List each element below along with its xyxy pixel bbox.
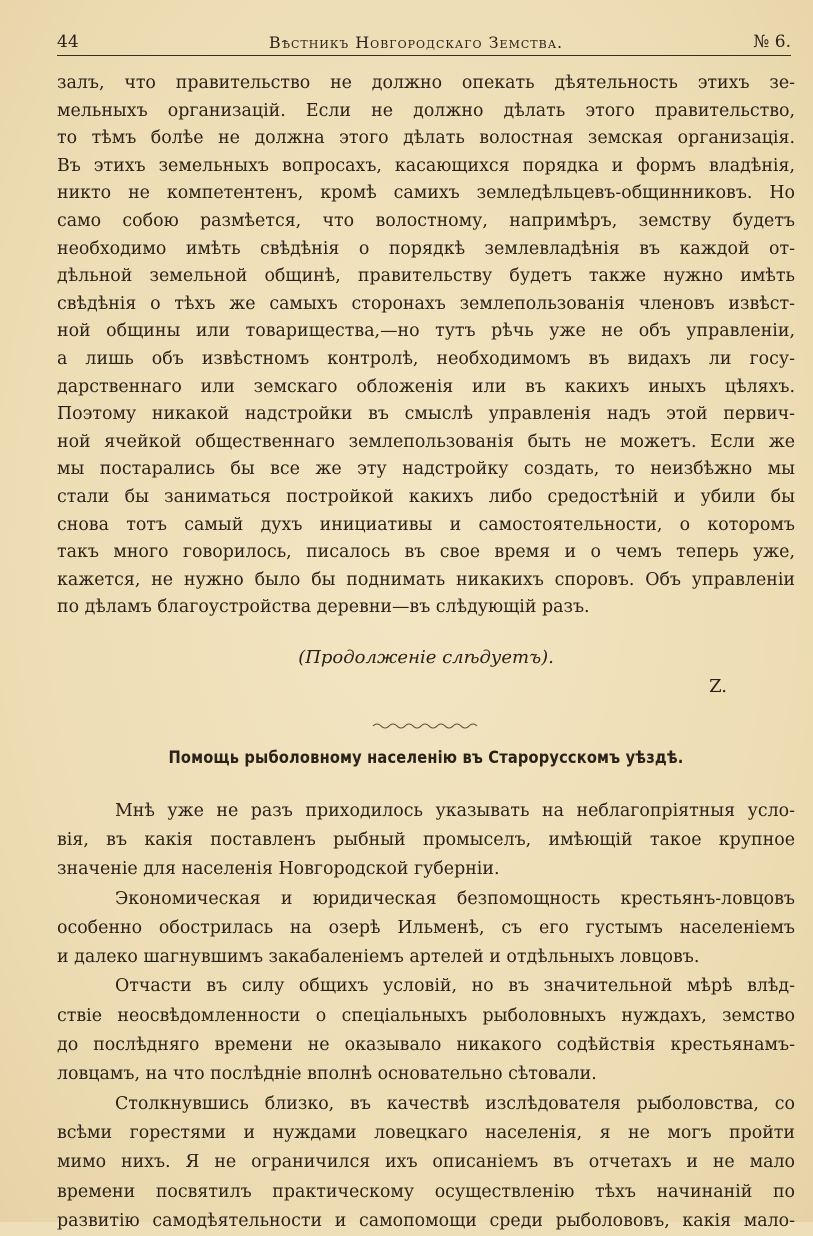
text-line: времени посвятилъ практическому осуществленію тѣхъ начинаній по (57, 1181, 795, 1202)
text-line: до послѣдняго времени не оказывало никакого содѣйствія крестьянамъ- (57, 1035, 795, 1056)
text-line: особенно обострилась на озерѣ Ильменѣ, съ его густымъ населеніемъ (57, 917, 795, 938)
separator-ornament (57, 713, 795, 723)
page-header (57, 24, 791, 56)
author-signature: Z. (709, 676, 727, 698)
text-line: такъ много говорилось, писалось въ свое время и о чемъ теперь уже, (57, 542, 795, 563)
text-line: то тѣмъ болѣе не должна этого дѣлать волостная земская организація. (57, 128, 795, 149)
wavy-divider-icon (371, 721, 481, 731)
paragraph (57, 972, 795, 1089)
text-line: снова тотъ самый духъ инициативы и самостоятельности, о которомъ (57, 514, 795, 535)
text-line: ной общины или товарищества,—но тутъ рѣчь уже не объ управленіи, (57, 321, 795, 342)
text-line: Мнѣ уже не разъ приходилось указывать на неблагопріятныя усло- (115, 800, 795, 821)
text-line: никто не компетентенъ, кромѣ самихъ земледѣльцевъ-общинниковъ. Но (57, 183, 795, 204)
text-line: Поэтому никакой надстройки въ смыслѣ управленія надъ этой первич- (57, 404, 795, 425)
text-line: Экономическая и юридическая безпомощность крестьянъ-ловцовъ (115, 888, 795, 909)
text-line: кажется, не нужно было бы поднимать никакихъ споровъ. Объ управленіи (57, 569, 795, 590)
text-line: мимо нихъ. Я не ограничился ихъ описаніемъ въ отчетахъ и не мало (57, 1152, 795, 1173)
page-body (57, 70, 795, 1236)
paragraph (57, 797, 795, 885)
text-line: само собою размѣется, что волостному, напримѣръ, земству будетъ (57, 210, 795, 231)
section-continued-text (57, 70, 795, 622)
page-number: 44 (57, 32, 79, 52)
article-text (57, 797, 795, 1236)
text-line: ной ячейкой общественнаго землепользованія быть не можетъ. Если же (57, 431, 795, 452)
text-line: а лишь объ извѣстномъ контролѣ, необходимомъ въ видахъ ли госу- (57, 348, 795, 369)
text-line: мы постарались бы все же эту надстройку создать, то неизбѣжно мы (57, 459, 795, 480)
text-line: Столкнувшись близко, въ качествѣ изслѣдователя рыболовства, со (115, 1093, 795, 1114)
text-line: значеніе для населенія Новгородской губерніи. (57, 859, 500, 880)
text-line: Въ этихъ земельныхъ вопросахъ, касающихся порядка и формъ владѣнія, (57, 155, 795, 176)
text-line: развитію самодѣятельности и самопомощи среди рыболововъ, какія мало- (57, 1210, 795, 1231)
text-line: дарственнаго или земскаго обложенія или въ какихъ иныхъ цѣляхъ. (57, 376, 795, 397)
text-line: по дѣламъ благоустройства деревни—въ слѣдующій разъ. (57, 597, 590, 618)
text-line: ловцамъ, на что послѣдніе вполнѣ основательно сѣтовали. (57, 1064, 597, 1085)
text-line: и далеко шагнувшимъ закабаленіемъ артелей и отдѣльныхъ ловцовъ. (57, 947, 700, 968)
issue-number: № 6. (753, 32, 791, 52)
text-line: стали бы заниматься постройкой какихъ либо средостѣній и убили бы (57, 486, 795, 507)
journal-title: Вѣстникъ Новгородскаго Земства. (268, 33, 564, 52)
article-heading: Помощь рыболовному населенію въ Старорусскомъ уѣздѣ. (168, 748, 684, 769)
paragraph (57, 1090, 795, 1236)
text-line: залъ, что правительство не должно опекать дѣятельность этихъ зе- (57, 73, 795, 93)
text-line: мельныхъ организацій. Если не должно дѣлать этого правительство, (57, 100, 795, 121)
text-line: дѣльной земельной общинѣ, правительству будетъ также нужно имѣть (57, 266, 795, 287)
paragraph (57, 885, 795, 973)
continuation-note: (Продолженіе слѣдуетъ). (298, 646, 554, 668)
text-line: вія, въ какія поставленъ рыбный промыселъ, имѣющій такое крупное (57, 829, 795, 850)
text-line: всѣми горестями и нуждами ловецкаго населенія, я не могъ пройти (57, 1122, 795, 1143)
text-line: ствіе неосвѣдомленности о спеціальныхъ рыболовныхъ нуждахъ, земство (57, 1005, 795, 1026)
text-line: необходимо имѣть свѣдѣнія о порядкѣ землевладѣнія въ каждой от- (57, 238, 795, 259)
text-line: Отчасти въ силу общихъ условій, но въ значительной мѣрѣ влѣд- (115, 976, 795, 997)
text-line: свѣдѣнія о тѣхъ же самыхъ сторонахъ землепользованія членовъ извѣст- (57, 293, 795, 314)
